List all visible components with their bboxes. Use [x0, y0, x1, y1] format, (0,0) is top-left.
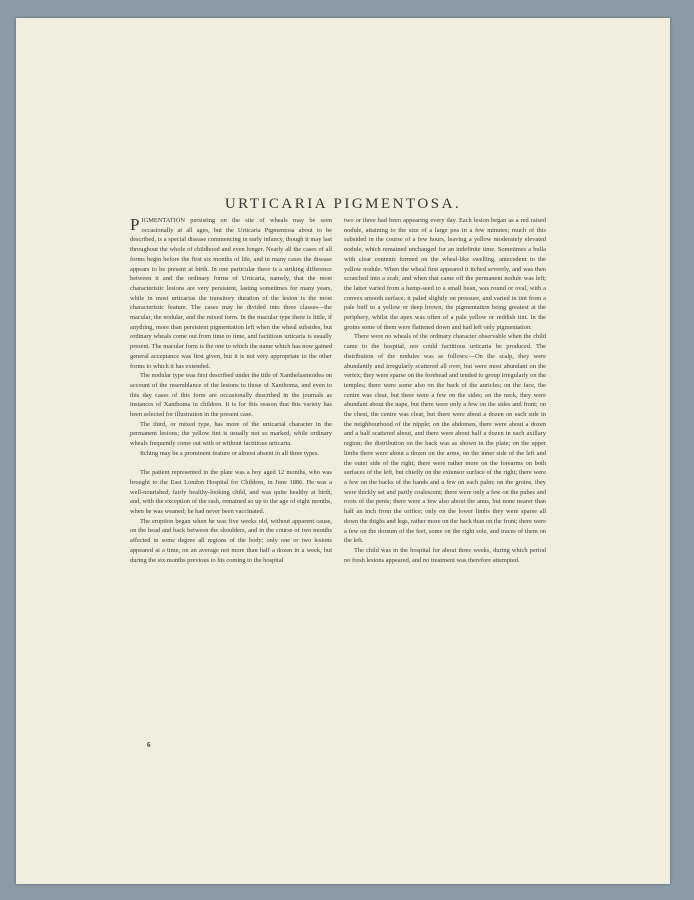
page-number: 6	[147, 741, 151, 749]
paragraph-intro-text: IGMENTATION persisting on the site of wheals may be seen occasionally at all ages, but the Urticaria Pigmentosa about to be described, is a special disease commencing in early infancy, though it may last throughout the whole of childhood and even longer. Nearly all the cases of all forms begin before the first six months of life, and in many cases the disease appears to be present at birth. In one particular there is a striking difference between it and the ordinary forms of Urticaria, namely, that the most characteristic lesions are very persistent, lasting sometimes for many years, while in most urticarias the transitory duration of the lesion is the most characteristic feature. The cases may be divided into three classes—the macular, the nodular, and the mixed form. In the macular type there is little, if anything, more than persistent pigmentation left when the wheal subsides, but ordinary wheals come out from time to time, and factitious urticaria is usually present. The macular form is the one to which the name which has now gained general acceptance was first given, but it is not very appropriate to the other forms to which it has extended.	[130, 217, 332, 370]
paragraph-hospital-stay: The child was in the hospital for about three weeks, during which period no fresh lesions appeared, and no treatment was therefore attempted.	[344, 546, 546, 564]
right-column	[344, 216, 546, 565]
page-title: URTICARIA PIGMENTOSA.	[224, 196, 462, 213]
paragraph-patient: The patient represented in the plate was a boy aged 12 months, who was brought to the East London Hospital for Children, in June 1886. He was a well-nourished, fairly healthy-looking child, and was quite healthy at birth, and, with the exception of the rash, remained so up to the age of eight months, when he was weaned; he had never been vaccinated.	[130, 469, 332, 516]
paragraph-nodular-type: The nodular type was first described under the title of Xanthelasmoidea on account of the resemblance of the lesions to those of Xanthoma, and even to this day cases of this form are occasionally described in the journals as instances of Xanthoma in children. It is for this reason that this variety has been selected for illustration in the present case.	[130, 372, 332, 419]
paragraph-distribution: There were no wheals of the ordinary character observable when the child came to the hospital, nor could factitious urticaria be produced. The distribution of the nodules was as follows:—On the scalp, they were abundantly and irregularly scattered all over, but were most abundant on the vertex; they were sparse on the forehead and tended to group irregularly on the temples; there were some also on the back of the auricles; on the face, the centre was clear, but there were a few on the sides; on the neck, they were abundant about the nape, but there were only a few on the sides and front; on the chest, the centre was clear, but there were about a dozen on each side in the neighbourhood of the nipple; on the abdomen, there were about a dozen and a half scattered about, and there were about half a dozen in each axillary region; the distribution on the back was as shown in the plate; on the upper limbs there were about a dozen on the arms, on the inner side of the left and the outer side of the right; there were rather more on the forearms on both surfaces of the left, but chiefly on the extensor surface of the right; there were a few on the backs of the hands and a few on each palm; on the groins, they were thickly set and partly coalescent; there were only a few on the pubes and roots of the penis; there were a few also about the anus, but none nearer than half an inch from the orifice; only on the lower limbs they were sparse all down the thighs and legs, rather more on the back than on the front; there were a few on the dorsum of the feet, some on the right sole, and traces of them on the left.	[344, 333, 546, 545]
paragraph-intro	[130, 216, 332, 371]
paragraph-eruption: The eruption began when he was five weeks old, without apparent cause, on the head and back between the shoulders, and in the course of two months affected in some degree all regions of the body; only one or two lesions appeared at a time, on an average not more than half a dozen in a week, but during the six months previous to his coming to the hospital	[130, 517, 332, 564]
left-column	[130, 216, 332, 565]
paragraph-itching: Itching may be a prominent feature or almost absent in all three types.	[140, 449, 320, 457]
paragraph-mixed-type: The third, or mixed type, has more of the urticarial character in the permanent lesions; the yellow tint is usually not so marked, while ordinary wheals frequently come out with or without factitious urticaria.	[130, 420, 332, 448]
page-sheet	[16, 18, 670, 884]
drop-cap: P	[130, 215, 140, 234]
paragraph-lesion-description: two or three had been appearing every day. Each lesion began as a red raised nodule, attaining to the size of a large pea in a few minutes; much of this subsided in the course of a few hours, leaving a yellow moderately elevated nodule, which remained unchanged for an indefinite time. Sometimes a bulla with clear contents formed on the wheal-like swelling, antecedent to the yellow nodule. When the wheal first appeared it itched severely, and was then scratched into a scab, and when that came off the permanent nodule was left; the latter varied from a hemp-seed to a small bean, was round or oval, with a convex smooth surface; it paled slightly on pressure, and varied in tint from a pale buff to a yellow or deep brown, the pigmentation being greatest at the periphery, whilst the apex was often of a pale yellow or reddish tint. In the groins some of them were flattened down and had left only pigmentation.	[344, 217, 546, 331]
